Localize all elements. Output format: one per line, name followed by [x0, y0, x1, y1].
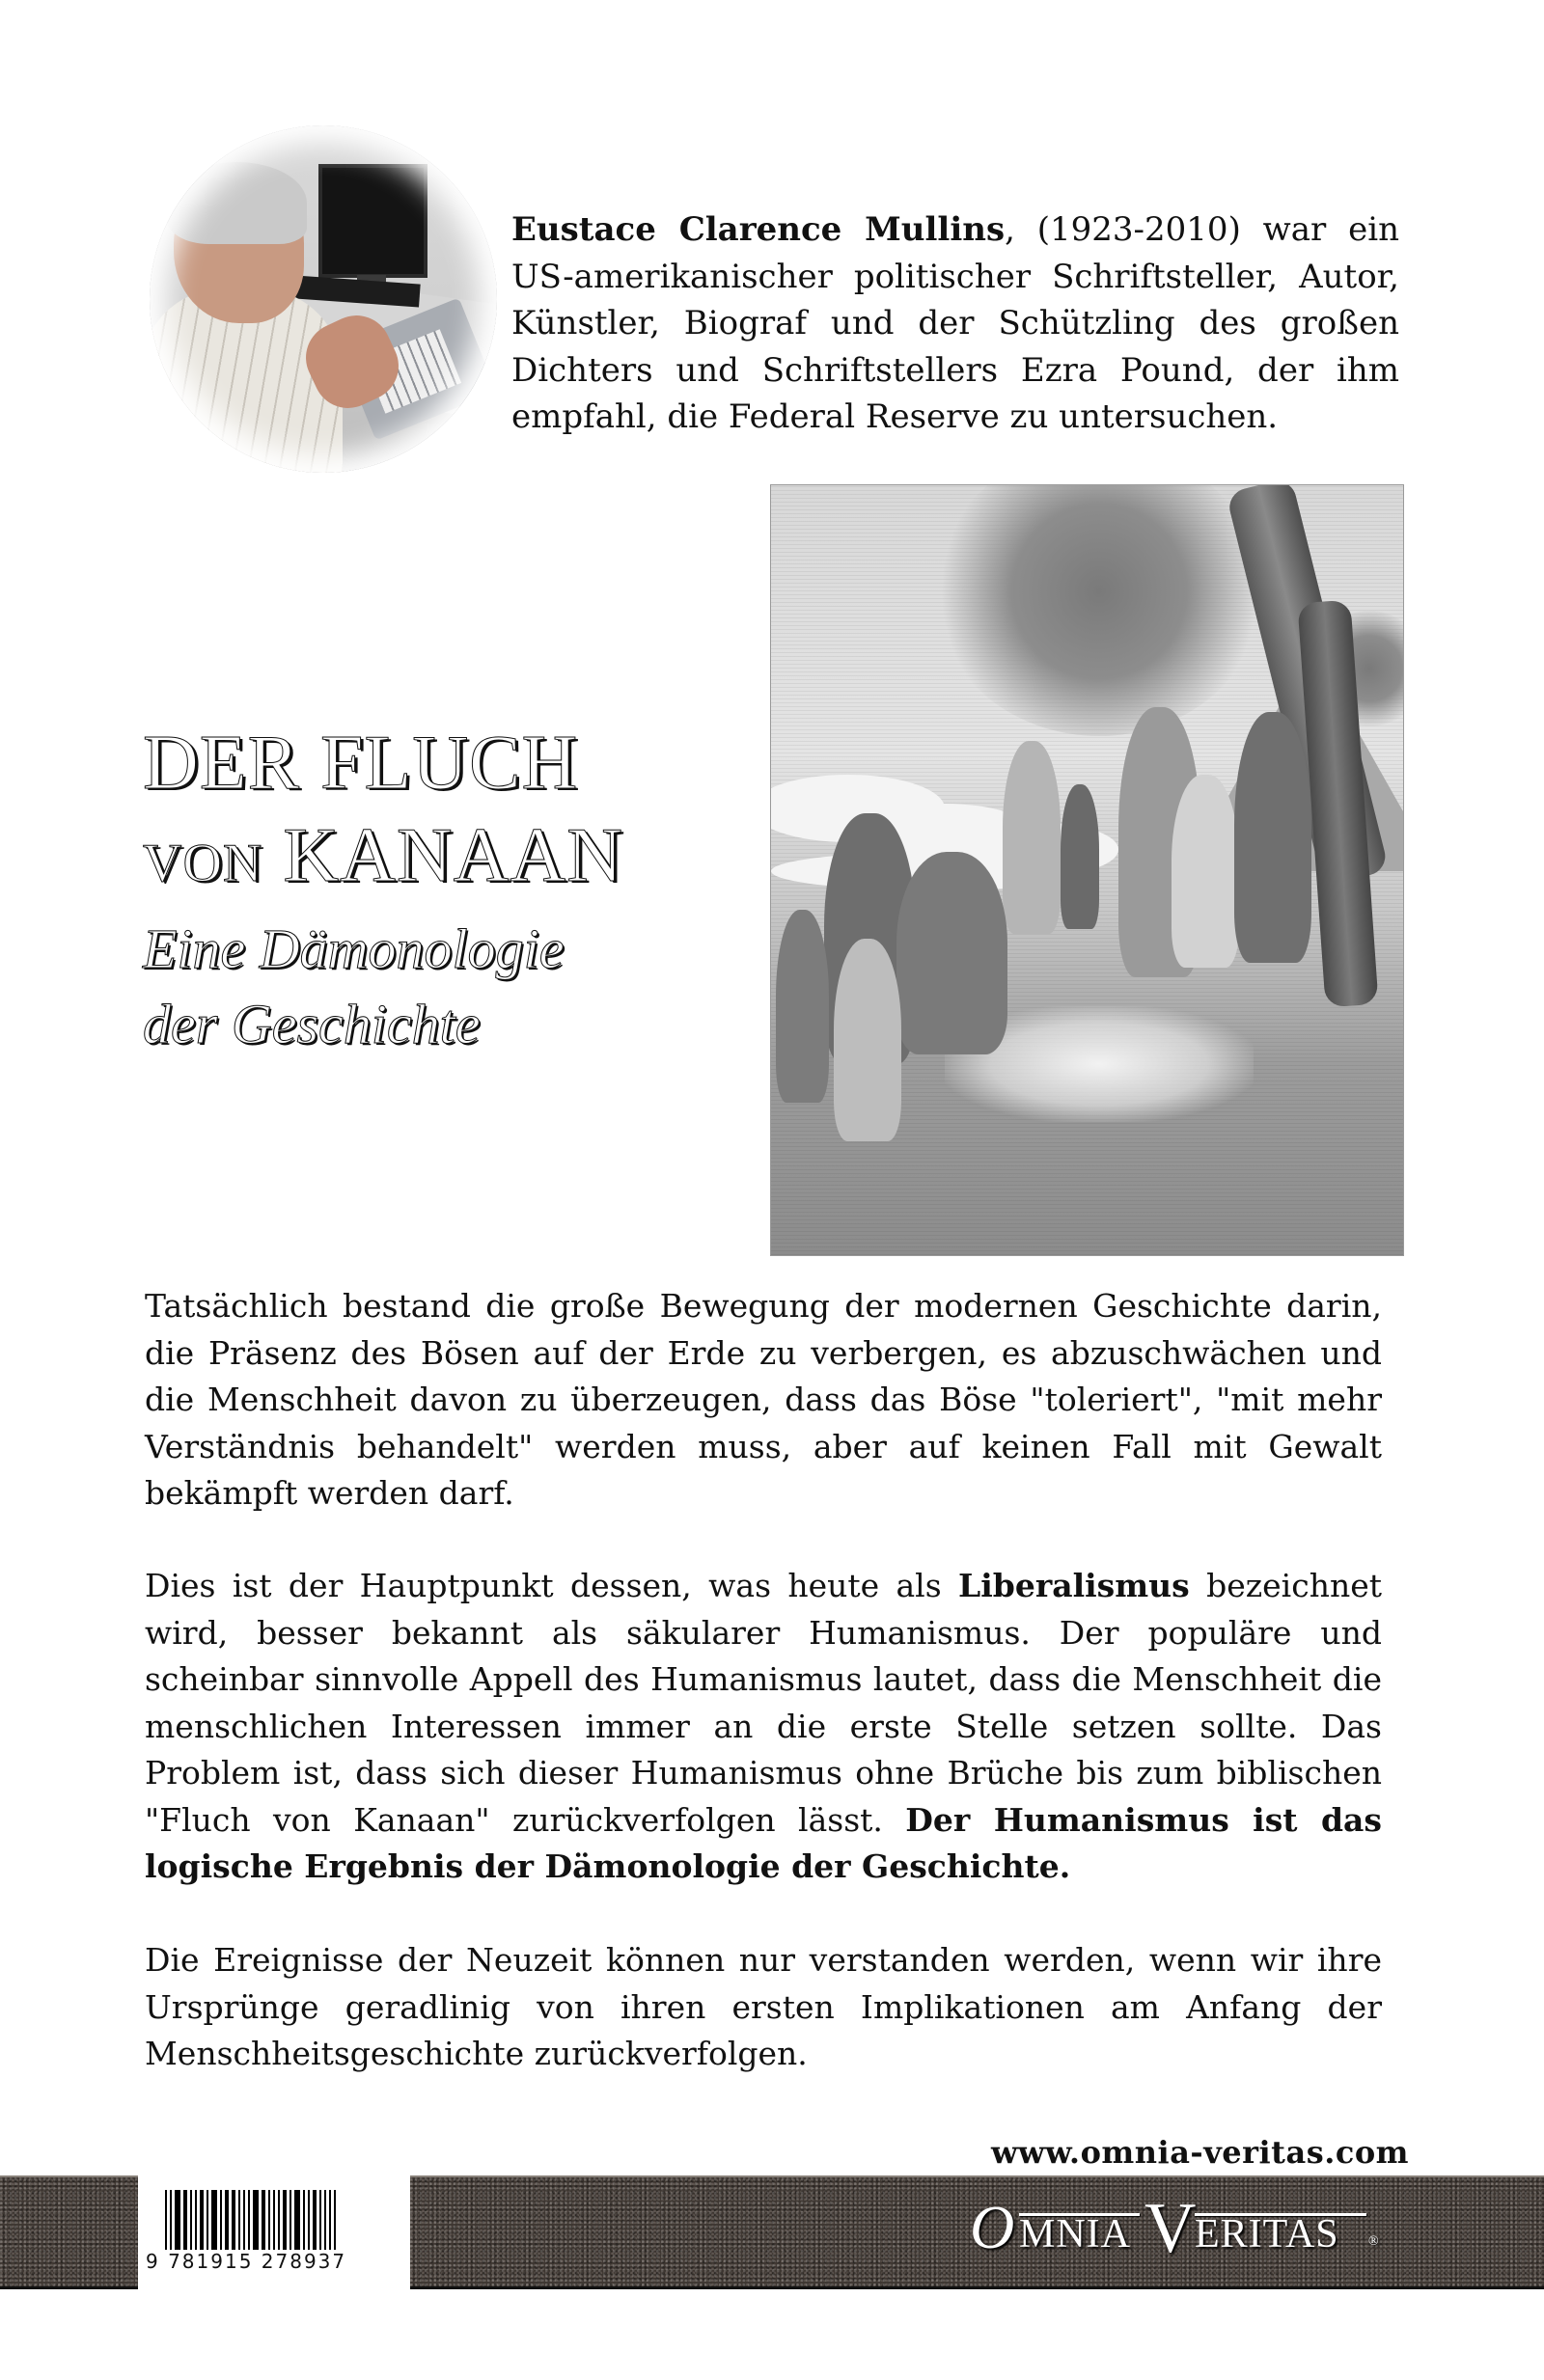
- footer-band-left: [0, 2175, 138, 2289]
- blurb-paragraph-2: [145, 1563, 1382, 1891]
- figure: [1234, 712, 1311, 963]
- subtitle-line-2: der Geschichte: [143, 993, 481, 1055]
- logo-eritas: ERITAS: [1195, 2212, 1339, 2257]
- blurb-paragraph-3: Die Ereignisse der Neuzeit können nur verstanden werden, wenn wir ihre Ursprünge geradlinig von ihren ersten Implikationen am Anfang der Menschheitsgeschichte zurückverfolgen.: [145, 1941, 1382, 2072]
- title-von: VON: [143, 834, 263, 893]
- child-figure: [834, 939, 901, 1141]
- author-name: Eustace Clarence Mullins: [511, 210, 1006, 249]
- child-figure: [776, 910, 829, 1103]
- omnia-veritas-logo: [965, 2188, 1390, 2275]
- author-photo: [150, 125, 497, 473]
- logo-o: O: [970, 2193, 1015, 2261]
- figure-with-staff: [1003, 741, 1061, 934]
- para2-bold-2: Der Humanismus ist das logische Ergebnis der Dämonologie der Geschichte.: [145, 1800, 1382, 1885]
- logo-mnia: MNIA: [1019, 2212, 1131, 2257]
- registered-mark-icon: ®: [1368, 2234, 1379, 2249]
- isbn-digits: 9 781915 278937: [146, 2250, 347, 2273]
- para2-text-2: bezeichnet wird, besser bekannt als säkularer Humanismus. Der populäre und scheinbar sinnvolle Appell des Humanismus lautet, dass die Menschheit die menschlichen Interessen immer an die erste Stelle setzen sollte. Das Problem ist, dass sich dieser Humanismus ohne Brüche bis zum biblischen "Fluch von Kanaan" zurückverfolgen lässt.: [145, 1567, 1382, 1839]
- publisher-website[interactable]: www.omnia-veritas.com: [991, 2134, 1410, 2171]
- isbn-barcode: [138, 2171, 410, 2286]
- logo-v: V: [1144, 2189, 1197, 2268]
- author-bio-text: , (1923-2010) war ein US-amerikanischer politischer Schriftsteller, Autor, Künstler, Biograf und der Schützling des großen Dichters und Schriftstellers Ezra Pound, der ihm empfahl, die Federal Reserve zu untersuchen.: [511, 210, 1399, 436]
- figure: [1061, 784, 1099, 929]
- title-line-1: DER FLUCH: [143, 721, 579, 806]
- para2-text-1: Dies ist der Hauptpunkt dessen, was heute als: [145, 1567, 959, 1604]
- subtitle-line-1: Eine Dämonologie: [143, 917, 565, 980]
- kneeling-figure: [1172, 775, 1239, 968]
- author-bio: [511, 206, 1399, 441]
- fleeing-figure: [896, 852, 1007, 1054]
- title-kanaan: KANAAN: [283, 813, 623, 898]
- title-line-2: [143, 807, 683, 912]
- engraving-illustration: [770, 484, 1404, 1256]
- photo-vignette: [150, 125, 497, 473]
- blurb-paragraph-1: Tatsächlich bestand die große Bewegung der modernen Geschichte darin, die Präsenz des Bösen auf der Erde zu verbergen, es abzuschwächen und die Menschheit davon zu überzeugen, dass das Böse "toleriert", "mit mehr Verständnis behandelt" werden muss, aber auf keinen Fall mit Gewalt bekämpft werden darf.: [145, 1287, 1382, 1512]
- book-title: [143, 719, 683, 1062]
- para2-bold-1: Liberalismus: [958, 1567, 1190, 1604]
